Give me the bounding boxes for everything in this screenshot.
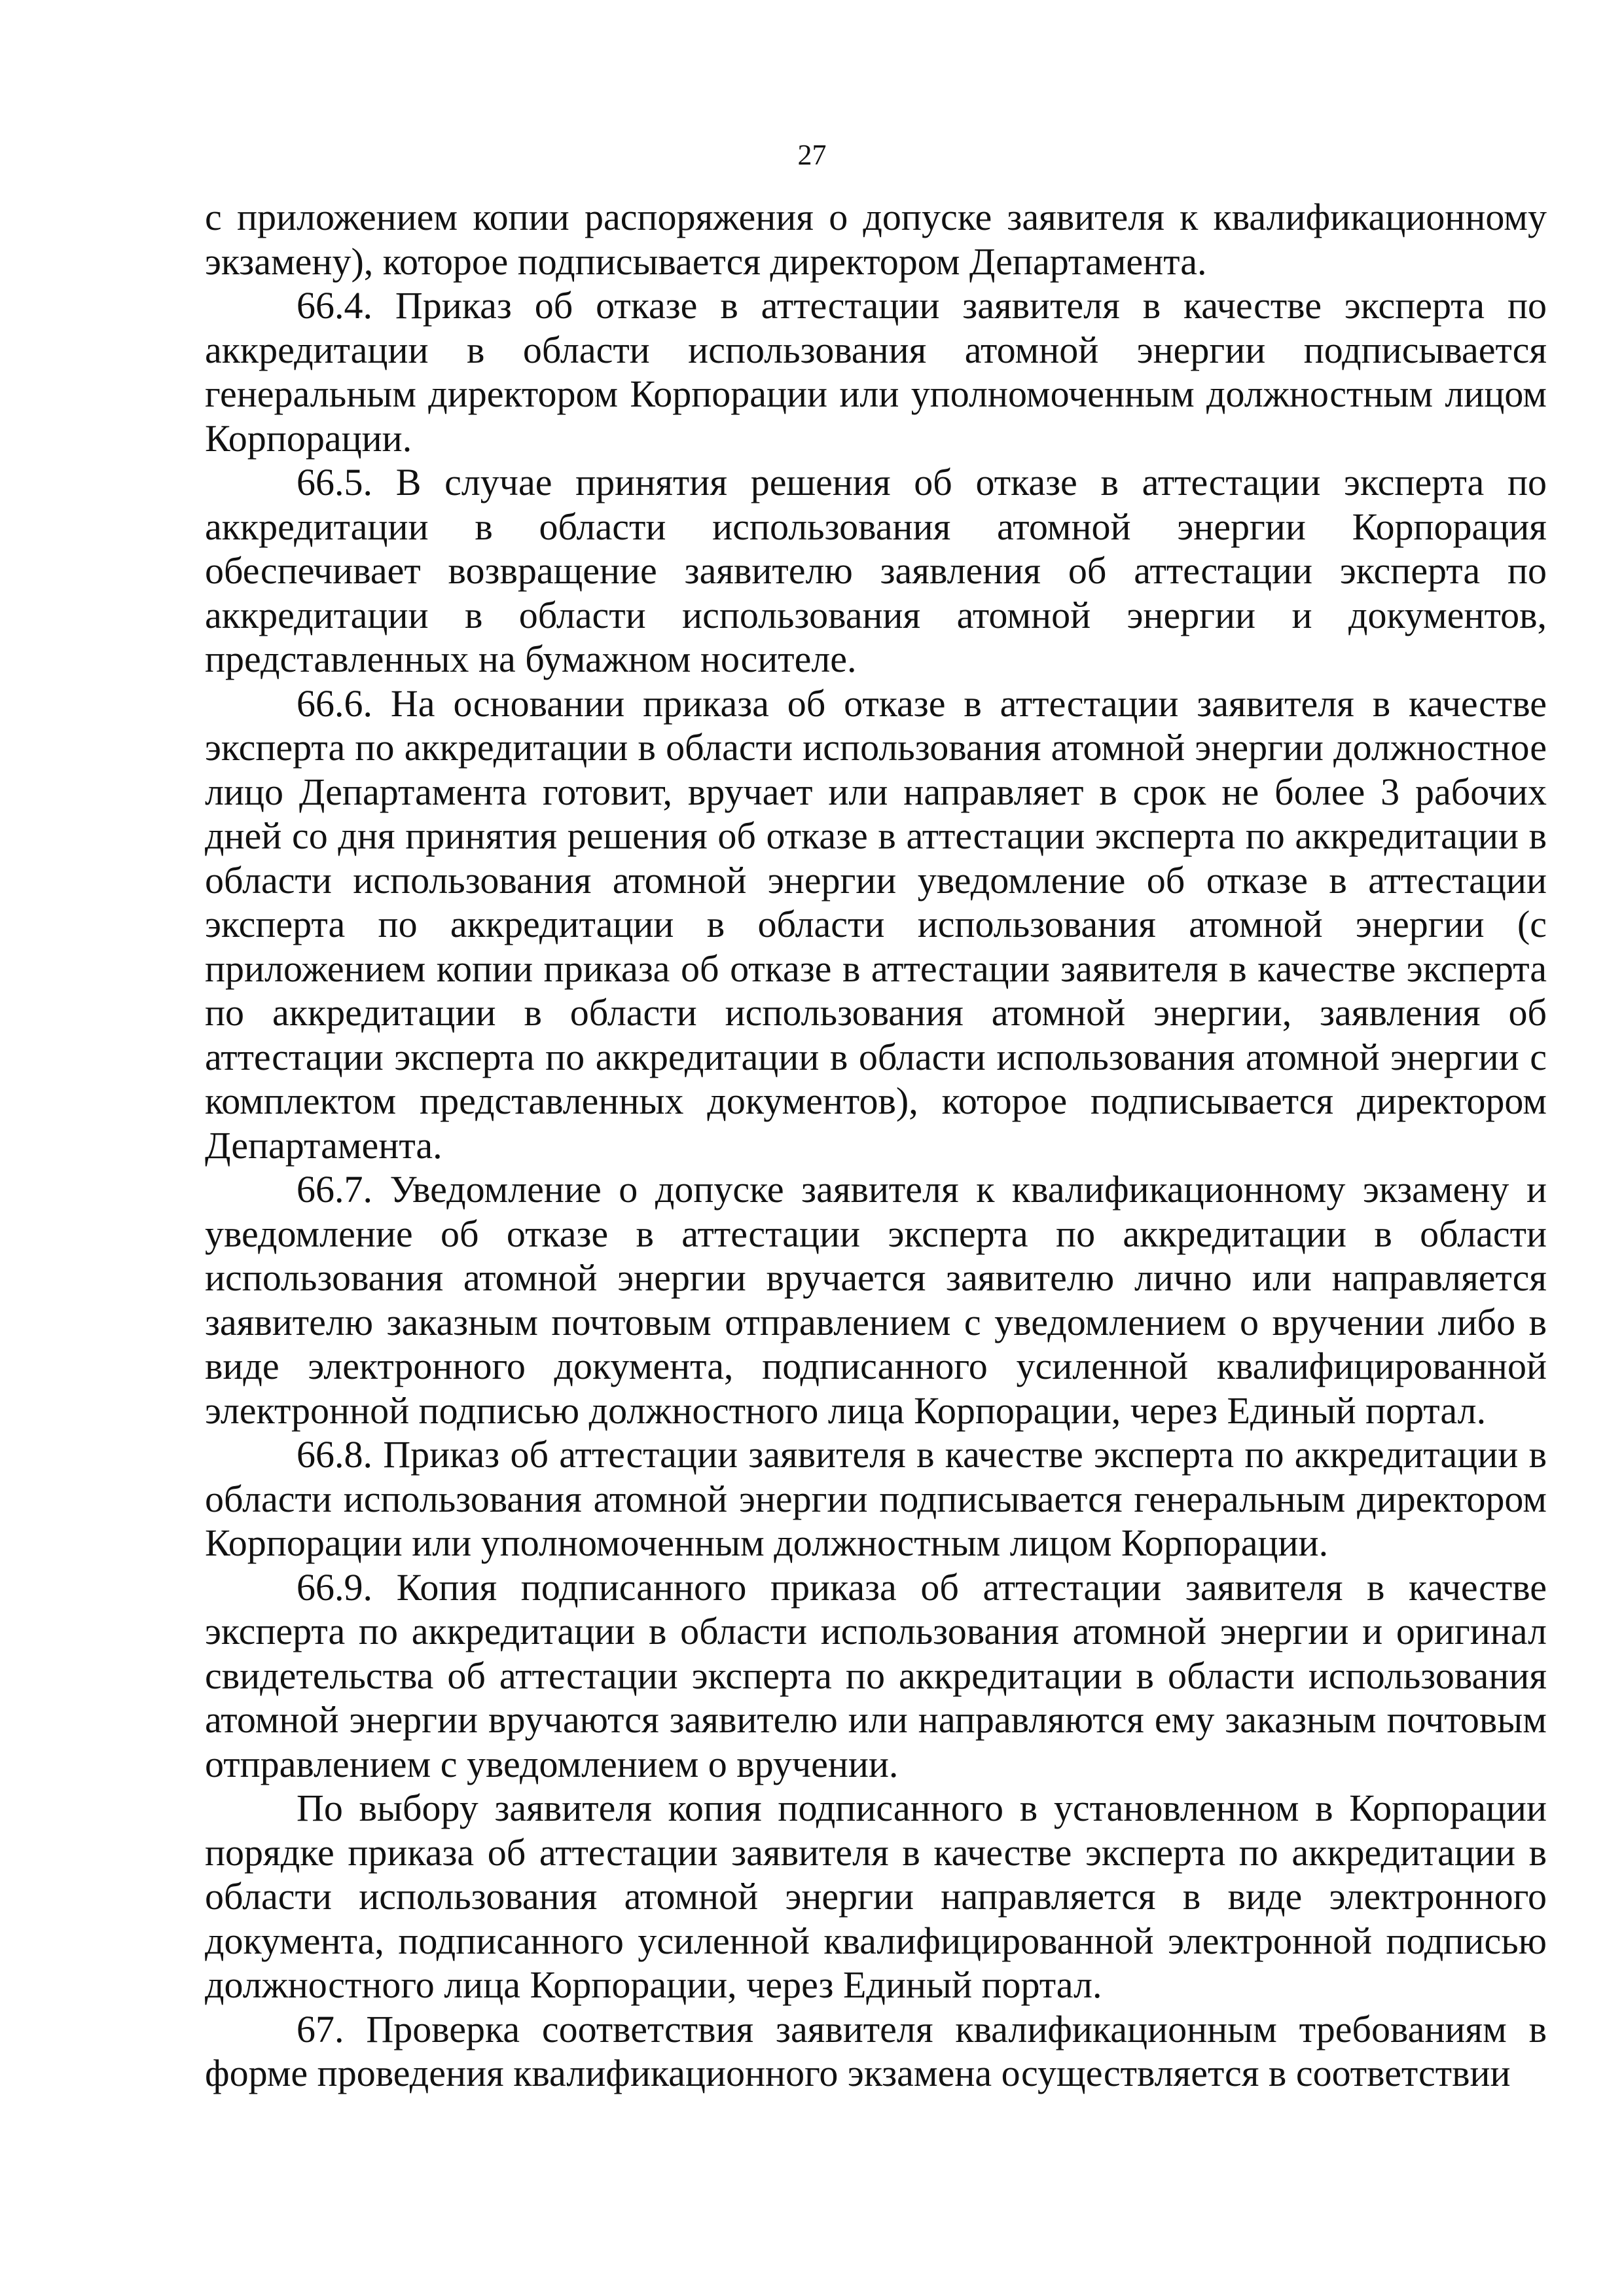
paragraph-66-7: 66.7. Уведомление о допуске заявителя к квалификационному экзамену и уведомление об отказе в аттестации эксперта по аккредитации в области использования атомной энергии вручается заявителю лично или направляется заявителю заказным почтовым отправлением с уведомлением о вручении либо в виде электронного документа, подписанного усиленной квалифицированной электронной подписью должностного лица Корпорации, через Единый портал. xyxy=(205,1168,1547,1432)
document-body xyxy=(205,195,1547,2096)
paragraph-66-9-electronic: По выбору заявителя копия подписанного в установленном в Корпорации порядке приказа об аттестации заявителя в качестве эксперта по аккредитации в области использования атомной энергии направляется в виде электронного документа, подписанного усиленной квалифицированной электронной подписью должностного лица Корпорации, через Единый портал. xyxy=(205,1787,1547,2006)
paragraph-continuation: с приложением копии распоряжения о допуске заявителя к квалификационному экзамену), которое подписывается директором Департамента. xyxy=(205,196,1547,283)
paragraph-66-8: 66.8. Приказ об аттестации заявителя в качестве эксперта по аккредитации в области использования атомной энергии подписывается генеральным директором Корпорации или уполномоченным должностным лицом Корпорации. xyxy=(205,1433,1547,1564)
paragraph-66-9: 66.9. Копия подписанного приказа об аттестации заявителя в качестве эксперта по аккредитации в области использования атомной энергии и оригинал свидетельства об аттестации эксперта по аккредитации в области использования атомной энергии вручаются заявителю или направляются ему заказным почтовым отправлением с уведомлением о вручении. xyxy=(205,1565,1547,1785)
paragraph-67: 67. Проверка соответствия заявителя квалификационным требованиям в форме проведения квалификационного экзамена осуществляется в соответствии xyxy=(205,2007,1547,2094)
paragraph-66-4: 66.4. Приказ об отказе в аттестации заявителя в качестве эксперта по аккредитации в области использования атомной энергии подписывается генеральным директором Корпорации или уполномоченным должностным лицом Корпорации. xyxy=(205,284,1547,460)
paragraph-66-5: 66.5. В случае принятия решения об отказе в аттестации эксперта по аккредитации в области использования атомной энергии Корпорация обеспечивает возвращение заявителю заявления об аттестации эксперта по аккредитации в области использования атомной энергии и документов, представленных на бумажном носителе. xyxy=(205,461,1547,680)
paragraph-66-6: 66.6. На основании приказа об отказе в аттестации заявителя в качестве эксперта по аккредитации в области использования атомной энергии должностное лицо Департамента готовит, вручает или направляет в срок не более 3 рабочих дней со дня принятия решения об отказе в аттестации эксперта по аккредитации в области использования атомной энергии уведомление об отказе в аттестации эксперта по аккредитации в области использования атомной энергии (с приложением копии приказа об отказе в аттестации заявителя в качестве эксперта по аккредитации в области использования атомной энергии, заявления об аттестации эксперта по аккредитации в области использования атомной энергии с комплектом представленных документов), которое подписывается директором Департамента. xyxy=(205,682,1547,1167)
page-number: 27 xyxy=(797,139,827,171)
